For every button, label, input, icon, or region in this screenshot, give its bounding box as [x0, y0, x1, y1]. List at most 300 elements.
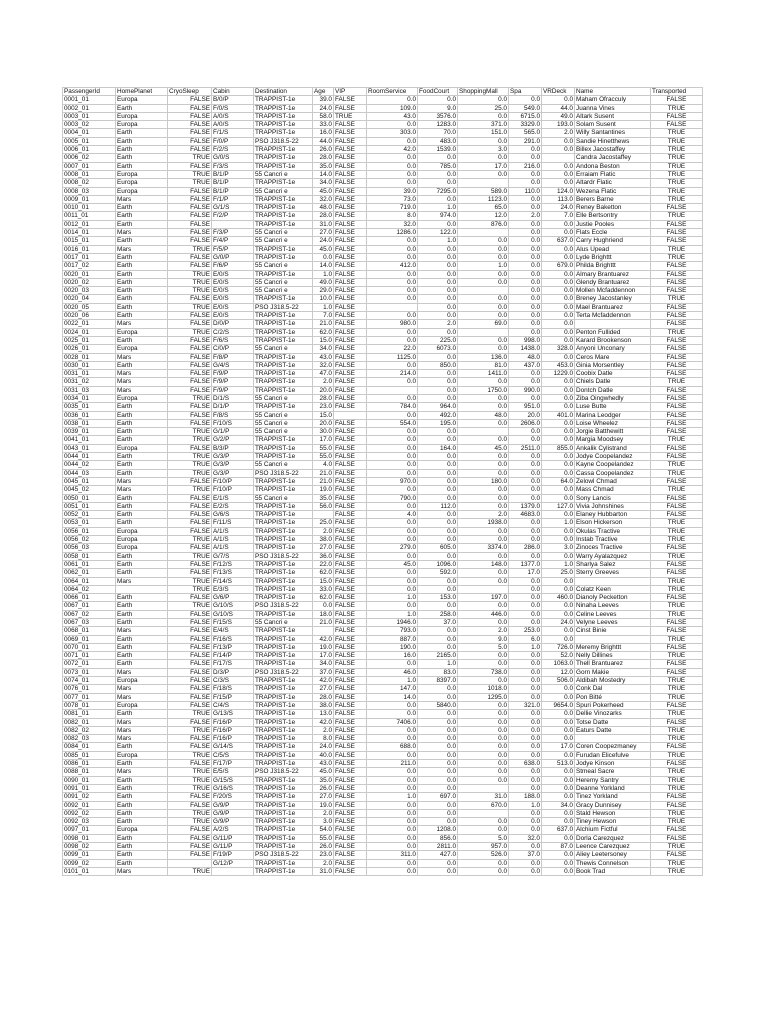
cell-cabin[interactable]: A/0/S: [212, 112, 254, 120]
cell-food-court[interactable]: 0.0: [418, 693, 458, 701]
cell-transported[interactable]: TRUE: [651, 776, 703, 784]
cell-cabin[interactable]: G/0/P: [212, 253, 254, 261]
cell-passenger-name[interactable]: Eaturs Datte: [575, 726, 651, 734]
cell-age[interactable]: 35.0: [313, 776, 334, 784]
cell-cryo-sleep[interactable]: FALSE: [168, 411, 212, 419]
cell-vr-deck[interactable]: 0.0: [542, 179, 575, 187]
cell-destination[interactable]: 55 Cancri e: [254, 419, 313, 427]
cell-vr-deck[interactable]: 0.0: [542, 494, 575, 502]
cell-food-court[interactable]: 8397.0: [418, 677, 458, 685]
cell-shopping-mall[interactable]: 0.0: [458, 237, 509, 245]
cell-passenger-name[interactable]: Stmeal Sacre: [575, 768, 651, 776]
cell-passenger-name[interactable]: Willy Santantines: [575, 129, 651, 137]
cell-vr-deck[interactable]: 0.0: [542, 718, 575, 726]
cell-destination[interactable]: 55 Cancri e: [254, 494, 313, 502]
cell-cabin[interactable]: G/6/P: [212, 594, 254, 602]
cell-cryo-sleep[interactable]: FALSE: [168, 187, 212, 195]
cell-destination[interactable]: TRAPPIST-1e: [254, 735, 313, 743]
cell-vip[interactable]: FALSE: [334, 229, 367, 237]
cell-cabin[interactable]: F/6/P: [212, 262, 254, 270]
cell-age[interactable]: 21.0: [313, 477, 334, 485]
cell-cabin[interactable]: G/9/P: [212, 818, 254, 826]
cell-destination[interactable]: TRAPPIST-1e: [254, 726, 313, 734]
cell-spa[interactable]: 1377.0: [509, 560, 542, 568]
cell-spa[interactable]: 0.0: [509, 469, 542, 477]
cell-room-service[interactable]: 4.0: [367, 511, 418, 519]
cell-transported[interactable]: FALSE: [651, 121, 703, 129]
cell-cryo-sleep[interactable]: TRUE: [168, 428, 212, 436]
cell-home-planet[interactable]: Earth: [116, 710, 168, 718]
cell-cryo-sleep[interactable]: FALSE: [168, 834, 212, 842]
cell-vr-deck[interactable]: 0.0: [542, 328, 575, 336]
cell-destination[interactable]: TRAPPIST-1e: [254, 477, 313, 485]
cell-age[interactable]: 27.0: [313, 544, 334, 552]
cell-home-planet[interactable]: Earth: [116, 851, 168, 859]
cell-vip[interactable]: FALSE: [334, 544, 367, 552]
cell-vip[interactable]: FALSE: [334, 394, 367, 402]
cell-passenger-id[interactable]: 0011_01: [63, 212, 116, 220]
cell-vip[interactable]: FALSE: [334, 660, 367, 668]
cell-destination[interactable]: 55 Cancri e: [254, 278, 313, 286]
cell-cabin[interactable]: A/1/S: [212, 527, 254, 535]
cell-shopping-mall[interactable]: 0.0: [458, 701, 509, 709]
cell-shopping-mall[interactable]: 0.0: [458, 245, 509, 253]
cell-cryo-sleep[interactable]: FALSE: [168, 668, 212, 676]
cell-cryo-sleep[interactable]: FALSE: [168, 162, 212, 170]
cell-passenger-id[interactable]: 0085_01: [63, 751, 116, 759]
cell-cryo-sleep[interactable]: FALSE: [168, 353, 212, 361]
cell-destination[interactable]: TRAPPIST-1e: [254, 328, 313, 336]
cell-transported[interactable]: FALSE: [651, 834, 703, 842]
cell-food-court[interactable]: 0.0: [418, 170, 458, 178]
cell-cryo-sleep[interactable]: TRUE: [168, 436, 212, 444]
cell-passenger-id[interactable]: 0068_01: [63, 627, 116, 635]
cell-cabin[interactable]: G/10/S: [212, 602, 254, 610]
cell-passenger-id[interactable]: 0034_01: [63, 394, 116, 402]
cell-age[interactable]: 34.0: [313, 179, 334, 187]
cell-vip[interactable]: FALSE: [334, 859, 367, 867]
cell-destination[interactable]: TRAPPIST-1e: [254, 104, 313, 112]
table-row[interactable]: [63, 668, 703, 676]
cell-spa[interactable]: 0.0: [509, 594, 542, 602]
cell-passenger-name[interactable]: Marina Leodger: [575, 411, 651, 419]
cell-vr-deck[interactable]: 513.0: [542, 760, 575, 768]
table-row[interactable]: [63, 220, 703, 228]
cell-shopping-mall[interactable]: 0.0: [458, 776, 509, 784]
cell-shopping-mall[interactable]: 151.0: [458, 129, 509, 137]
cell-home-planet[interactable]: Europa: [116, 701, 168, 709]
cell-passenger-id[interactable]: 0067_03: [63, 619, 116, 627]
cell-vr-deck[interactable]: 0.0: [542, 859, 575, 867]
cell-age[interactable]: 35.0: [313, 162, 334, 170]
cell-shopping-mall[interactable]: [458, 229, 509, 237]
cell-spa[interactable]: 0.0: [509, 453, 542, 461]
cell-vip[interactable]: FALSE: [334, 801, 367, 809]
column-header-transported[interactable]: Transported: [651, 88, 703, 96]
cell-vr-deck[interactable]: 0.0: [542, 403, 575, 411]
cell-transported[interactable]: FALSE: [651, 594, 703, 602]
cell-food-court[interactable]: 1208.0: [418, 826, 458, 834]
cell-transported[interactable]: FALSE: [651, 660, 703, 668]
cell-shopping-mall[interactable]: 48.0: [458, 411, 509, 419]
column-header-age[interactable]: Age: [313, 88, 334, 96]
cell-transported[interactable]: TRUE: [651, 652, 703, 660]
cell-home-planet[interactable]: Earth: [116, 843, 168, 851]
cell-home-planet[interactable]: Mars: [116, 477, 168, 485]
cell-shopping-mall[interactable]: 0.0: [458, 743, 509, 751]
table-row[interactable]: [63, 560, 703, 568]
cell-shopping-mall[interactable]: 5.0: [458, 834, 509, 842]
cell-age[interactable]: 45.0: [313, 187, 334, 195]
cell-food-court[interactable]: 0.0: [418, 312, 458, 320]
cell-home-planet[interactable]: Earth: [116, 818, 168, 826]
cell-room-service[interactable]: 0.0: [367, 295, 418, 303]
cell-spa[interactable]: 437.0: [509, 361, 542, 369]
cell-destination[interactable]: TRAPPIST-1e: [254, 245, 313, 253]
cell-vr-deck[interactable]: 0.0: [542, 303, 575, 311]
table-row[interactable]: [63, 229, 703, 237]
cell-vr-deck[interactable]: 0.0: [542, 867, 575, 875]
cell-vr-deck[interactable]: 193.0: [542, 121, 575, 129]
cell-vr-deck[interactable]: 0.0: [542, 137, 575, 145]
cell-shopping-mall[interactable]: 1411.0: [458, 370, 509, 378]
cell-shopping-mall[interactable]: 1123.0: [458, 195, 509, 203]
cell-home-planet[interactable]: Earth: [116, 403, 168, 411]
cell-passenger-name[interactable]: Aliey Leetersoney: [575, 851, 651, 859]
cell-room-service[interactable]: 970.0: [367, 477, 418, 485]
cell-transported[interactable]: FALSE: [651, 386, 703, 394]
cell-room-service[interactable]: 0.0: [367, 602, 418, 610]
cell-home-planet[interactable]: Earth: [116, 610, 168, 618]
cell-home-planet[interactable]: Earth: [116, 760, 168, 768]
cell-room-service[interactable]: 0.0: [367, 486, 418, 494]
cell-destination[interactable]: TRAPPIST-1e: [254, 677, 313, 685]
cell-home-planet[interactable]: Earth: [116, 776, 168, 784]
cell-passenger-id[interactable]: 0074_01: [63, 677, 116, 685]
cell-vip[interactable]: FALSE: [334, 619, 367, 627]
cell-vr-deck[interactable]: 0.0: [542, 776, 575, 784]
cell-home-planet[interactable]: Earth: [116, 511, 168, 519]
cell-vr-deck[interactable]: 0.0: [542, 793, 575, 801]
cell-cryo-sleep[interactable]: FALSE: [168, 677, 212, 685]
cell-spa[interactable]: 0.0: [509, 577, 542, 585]
cell-vr-deck[interactable]: 25.0: [542, 569, 575, 577]
cell-shopping-mall[interactable]: 670.0: [458, 801, 509, 809]
cell-shopping-mall[interactable]: 0.0: [458, 137, 509, 145]
table-row[interactable]: [63, 237, 703, 245]
cell-transported[interactable]: TRUE: [651, 809, 703, 817]
cell-spa[interactable]: 216.0: [509, 162, 542, 170]
cell-destination[interactable]: TRAPPIST-1e: [254, 511, 313, 519]
cell-transported[interactable]: FALSE: [651, 361, 703, 369]
cell-shopping-mall[interactable]: 0.0: [458, 378, 509, 386]
cell-cabin[interactable]: F/14/S: [212, 577, 254, 585]
cell-destination[interactable]: TRAPPIST-1e: [254, 818, 313, 826]
cell-room-service[interactable]: 190.0: [367, 643, 418, 651]
cell-age[interactable]: 21.0: [313, 619, 334, 627]
table-row[interactable]: [63, 726, 703, 734]
cell-vip[interactable]: FALSE: [334, 361, 367, 369]
cell-spa[interactable]: 0.0: [509, 394, 542, 402]
cell-destination[interactable]: TRAPPIST-1e: [254, 253, 313, 261]
cell-food-court[interactable]: 0.0: [418, 253, 458, 261]
cell-transported[interactable]: TRUE: [651, 726, 703, 734]
cell-cryo-sleep[interactable]: FALSE: [168, 345, 212, 353]
cell-food-court[interactable]: 0.0: [418, 436, 458, 444]
column-header-passenger-name[interactable]: Name: [575, 88, 651, 96]
cell-home-planet[interactable]: Earth: [116, 428, 168, 436]
cell-passenger-id[interactable]: 0092_02: [63, 809, 116, 817]
cell-cabin[interactable]: F/4/P: [212, 237, 254, 245]
cell-passenger-name[interactable]: Solam Susent: [575, 121, 651, 129]
cell-passenger-id[interactable]: 0020_02: [63, 278, 116, 286]
cell-home-planet[interactable]: Europa: [116, 328, 168, 336]
table-row[interactable]: [63, 544, 703, 552]
cell-food-court[interactable]: 0.0: [418, 867, 458, 875]
cell-room-service[interactable]: 22.0: [367, 345, 418, 353]
cell-home-planet[interactable]: Earth: [116, 312, 168, 320]
cell-cryo-sleep[interactable]: TRUE: [168, 867, 212, 875]
cell-cabin[interactable]: E/0/S: [212, 287, 254, 295]
cell-vip[interactable]: FALSE: [334, 287, 367, 295]
cell-cabin[interactable]: F/16/P: [212, 718, 254, 726]
cell-vip[interactable]: FALSE: [334, 295, 367, 303]
cell-cryo-sleep[interactable]: TRUE: [168, 328, 212, 336]
column-header-passenger-id[interactable]: PassengerId: [63, 88, 116, 96]
table-row[interactable]: [63, 735, 703, 743]
cell-spa[interactable]: 0.0: [509, 610, 542, 618]
cell-age[interactable]: 23.0: [313, 403, 334, 411]
cell-age[interactable]: 27.0: [313, 229, 334, 237]
cell-shopping-mall[interactable]: 69.0: [458, 320, 509, 328]
cell-destination[interactable]: TRAPPIST-1e: [254, 760, 313, 768]
cell-shopping-mall[interactable]: 0.0: [458, 760, 509, 768]
cell-passenger-id[interactable]: 0017_01: [63, 253, 116, 261]
cell-passenger-id[interactable]: 0072_01: [63, 660, 116, 668]
cell-spa[interactable]: 1.0: [509, 801, 542, 809]
cell-age[interactable]: 8.0: [313, 735, 334, 743]
cell-cabin[interactable]: G/3/P: [212, 469, 254, 477]
cell-cryo-sleep[interactable]: TRUE: [168, 245, 212, 253]
cell-vr-deck[interactable]: 0.0: [542, 220, 575, 228]
cell-room-service[interactable]: 0.0: [367, 768, 418, 776]
cell-age[interactable]: 3.0: [313, 818, 334, 826]
cell-cabin[interactable]: C/5/S: [212, 751, 254, 759]
cell-passenger-name[interactable]: Ceros Mare: [575, 353, 651, 361]
cell-passenger-id[interactable]: 0082_01: [63, 718, 116, 726]
cell-vr-deck[interactable]: 24.0: [542, 204, 575, 212]
cell-vip[interactable]: FALSE: [334, 270, 367, 278]
cell-age[interactable]: 62.0: [313, 594, 334, 602]
cell-age[interactable]: 15.0: [313, 336, 334, 344]
cell-cryo-sleep[interactable]: FALSE: [168, 826, 212, 834]
cell-passenger-id[interactable]: 0020_06: [63, 312, 116, 320]
cell-destination[interactable]: TRAPPIST-1e: [254, 212, 313, 220]
cell-room-service[interactable]: 0.0: [367, 735, 418, 743]
cell-food-court[interactable]: 1.0: [418, 660, 458, 668]
cell-room-service[interactable]: 784.0: [367, 403, 418, 411]
cell-transported[interactable]: FALSE: [651, 668, 703, 676]
cell-shopping-mall[interactable]: 526.0: [458, 851, 509, 859]
cell-passenger-name[interactable]: Celine Leeves: [575, 610, 651, 618]
cell-vr-deck[interactable]: 0.0: [542, 552, 575, 560]
cell-vip[interactable]: FALSE: [334, 195, 367, 203]
cell-cryo-sleep[interactable]: FALSE: [168, 643, 212, 651]
cell-spa[interactable]: 0.0: [509, 253, 542, 261]
cell-shopping-mall[interactable]: 1.0: [458, 262, 509, 270]
cell-vip[interactable]: FALSE: [334, 179, 367, 187]
table-row[interactable]: [63, 162, 703, 170]
cell-destination[interactable]: PSO J318.5-22: [254, 137, 313, 145]
cell-destination[interactable]: TRAPPIST-1e: [254, 867, 313, 875]
cell-vr-deck[interactable]: 0.0: [542, 818, 575, 826]
cell-vr-deck[interactable]: 0.0: [542, 336, 575, 344]
cell-vip[interactable]: FALSE: [334, 353, 367, 361]
cell-destination[interactable]: TRAPPIST-1e: [254, 635, 313, 643]
cell-shopping-mall[interactable]: 738.0: [458, 668, 509, 676]
cell-transported[interactable]: FALSE: [651, 743, 703, 751]
cell-passenger-id[interactable]: 0050_01: [63, 494, 116, 502]
cell-destination[interactable]: TRAPPIST-1e: [254, 353, 313, 361]
cell-passenger-id[interactable]: 0028_01: [63, 353, 116, 361]
cell-transported[interactable]: FALSE: [651, 494, 703, 502]
cell-vr-deck[interactable]: 0.0: [542, 461, 575, 469]
cell-home-planet[interactable]: Earth: [116, 743, 168, 751]
cell-vr-deck[interactable]: 1.0: [542, 519, 575, 527]
cell-food-court[interactable]: 5840.0: [418, 701, 458, 709]
cell-home-planet[interactable]: Earth: [116, 162, 168, 170]
cell-spa[interactable]: 0.0: [509, 312, 542, 320]
cell-food-court[interactable]: 0.0: [418, 519, 458, 527]
cell-vr-deck[interactable]: 637.0: [542, 826, 575, 834]
cell-transported[interactable]: TRUE: [651, 602, 703, 610]
cell-transported[interactable]: FALSE: [651, 544, 703, 552]
cell-food-court[interactable]: 0.0: [418, 577, 458, 585]
cell-shopping-mall[interactable]: 876.0: [458, 220, 509, 228]
cell-home-planet[interactable]: Mars: [116, 386, 168, 394]
cell-cryo-sleep[interactable]: FALSE: [168, 743, 212, 751]
cell-cabin[interactable]: D/1/P: [212, 403, 254, 411]
cell-destination[interactable]: 55 Cancri e: [254, 170, 313, 178]
cell-vr-deck[interactable]: 0.0: [542, 851, 575, 859]
cell-passenger-name[interactable]: Luse Butte: [575, 403, 651, 411]
cell-vip[interactable]: FALSE: [334, 735, 367, 743]
cell-passenger-id[interactable]: 0101_01: [63, 867, 116, 875]
cell-transported[interactable]: FALSE: [651, 428, 703, 436]
cell-room-service[interactable]: 1125.0: [367, 353, 418, 361]
cell-age[interactable]: 34.0: [313, 345, 334, 353]
cell-transported[interactable]: FALSE: [651, 477, 703, 485]
cell-shopping-mall[interactable]: 0.0: [458, 751, 509, 759]
cell-cabin[interactable]: E/0/S: [212, 312, 254, 320]
cell-cryo-sleep[interactable]: FALSE: [168, 627, 212, 635]
cell-vr-deck[interactable]: 113.0: [542, 195, 575, 203]
cell-vr-deck[interactable]: 0.0: [542, 312, 575, 320]
cell-destination[interactable]: TRAPPIST-1e: [254, 502, 313, 510]
cell-passenger-name[interactable]: Sandie Hinetthews: [575, 137, 651, 145]
cell-destination[interactable]: TRAPPIST-1e: [254, 594, 313, 602]
cell-spa[interactable]: 0.0: [509, 195, 542, 203]
cell-room-service[interactable]: 0.0: [367, 776, 418, 784]
cell-room-service[interactable]: 980.0: [367, 320, 418, 328]
cell-room-service[interactable]: 8.0: [367, 212, 418, 220]
cell-room-service[interactable]: 0.0: [367, 867, 418, 875]
cell-home-planet[interactable]: Europa: [116, 96, 168, 104]
cell-vip[interactable]: [334, 411, 367, 419]
cell-home-planet[interactable]: Mars: [116, 577, 168, 585]
cell-cryo-sleep[interactable]: TRUE: [168, 602, 212, 610]
cell-age[interactable]: 42.0: [313, 718, 334, 726]
cell-passenger-name[interactable]: Loise Wheelez: [575, 419, 651, 427]
cell-passenger-name[interactable]: [575, 577, 651, 585]
cell-passenger-name[interactable]: Glendy Brantuarez: [575, 278, 651, 286]
cell-food-court[interactable]: 0.0: [418, 195, 458, 203]
cell-age[interactable]: 32.0: [313, 361, 334, 369]
cell-vr-deck[interactable]: 1063.0: [542, 660, 575, 668]
cell-room-service[interactable]: 0.0: [367, 710, 418, 718]
cell-age[interactable]: 26.0: [313, 146, 334, 154]
cell-transported[interactable]: FALSE: [651, 627, 703, 635]
cell-destination[interactable]: TRAPPIST-1e: [254, 643, 313, 651]
cell-room-service[interactable]: 0.0: [367, 96, 418, 104]
cell-cryo-sleep[interactable]: FALSE: [168, 735, 212, 743]
cell-cabin[interactable]: E/5/S: [212, 768, 254, 776]
cell-age[interactable]: 4.0: [313, 461, 334, 469]
cell-age[interactable]: 62.0: [313, 569, 334, 577]
cell-food-court[interactable]: 1.0: [418, 204, 458, 212]
table-row[interactable]: [63, 677, 703, 685]
cell-passenger-id[interactable]: 0045_01: [63, 477, 116, 485]
cell-cryo-sleep[interactable]: FALSE: [168, 560, 212, 568]
cell-vr-deck[interactable]: 328.0: [542, 345, 575, 353]
cell-food-court[interactable]: 0.0: [418, 494, 458, 502]
cell-food-court[interactable]: 0.0: [418, 469, 458, 477]
cell-transported[interactable]: TRUE: [651, 867, 703, 875]
cell-passenger-name[interactable]: Nelly Dillines: [575, 652, 651, 660]
cell-vr-deck[interactable]: 3.0: [542, 544, 575, 552]
cell-room-service[interactable]: 16.0: [367, 652, 418, 660]
cell-cryo-sleep[interactable]: TRUE: [168, 751, 212, 759]
cell-transported[interactable]: TRUE: [651, 818, 703, 826]
cell-home-planet[interactable]: Earth: [116, 560, 168, 568]
cell-cryo-sleep[interactable]: FALSE: [168, 685, 212, 693]
cell-room-service[interactable]: 0.0: [367, 784, 418, 792]
table-row[interactable]: [63, 652, 703, 660]
cell-vip[interactable]: FALSE: [334, 129, 367, 137]
cell-room-service[interactable]: 0.0: [367, 536, 418, 544]
cell-transported[interactable]: TRUE: [651, 179, 703, 187]
cell-passenger-id[interactable]: 0008_03: [63, 187, 116, 195]
cell-age[interactable]: 55.0: [313, 453, 334, 461]
cell-cryo-sleep[interactable]: FALSE: [168, 361, 212, 369]
cell-vr-deck[interactable]: [542, 154, 575, 162]
cell-cabin[interactable]: E/0/S: [212, 270, 254, 278]
cell-room-service[interactable]: 0.0: [367, 270, 418, 278]
cell-cryo-sleep[interactable]: TRUE: [168, 453, 212, 461]
cell-passenger-id[interactable]: 0020_04: [63, 295, 116, 303]
cell-transported[interactable]: FALSE: [651, 851, 703, 859]
cell-room-service[interactable]: 32.0: [367, 220, 418, 228]
cell-cabin[interactable]: F/9/P: [212, 378, 254, 386]
cell-vr-deck[interactable]: 0.0: [542, 726, 575, 734]
cell-spa[interactable]: 0.0: [509, 170, 542, 178]
table-row[interactable]: [63, 818, 703, 826]
cell-cabin[interactable]: F/3/P: [212, 229, 254, 237]
cell-spa[interactable]: 48.0: [509, 353, 542, 361]
cell-shopping-mall[interactable]: 0.0: [458, 278, 509, 286]
cell-home-planet[interactable]: Earth: [116, 635, 168, 643]
cell-food-court[interactable]: 0.0: [418, 536, 458, 544]
